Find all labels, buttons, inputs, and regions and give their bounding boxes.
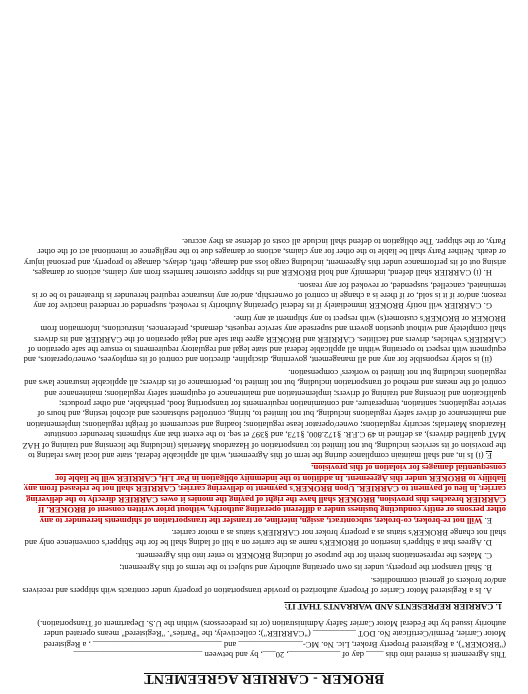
item-b: B. Shall transport the property, under its own operating authority and subject to the terms of this Agreement; [119, 563, 492, 574]
document-title: BROKER - CARRIER AGREEMENT [144, 671, 384, 686]
item-f-ii: (ii) is solely responsible for any and all management, governing, discipline, direction and control of its employees, owner/operators, and equipment with respect to operating within all applicable federal and state legal and regulatory requirements to ensure the safe operation of CARRIER's vehicles, drivers and facilities. CARRIER and BROKER agree that safe and legal operation of the CARRIER and its drivers shall completely and without question govern and supersede any service requests, demands, preferences, instructions, information from BROKER or BROKER's customer(s) with respect to any shipment at any time. [23, 313, 506, 366]
item-f [22, 367, 506, 461]
item-g: G. CARRIER will notify BROKER immediately if its federal Operating Authority is revoked, suspended or rendered inactive for any reason; and/or if it is sold, or if there is a change in control of ownership, and/or any insurance required hereunder is threatened to be or is terminated, cancelled, suspended, or revoked for any reason. [32, 280, 506, 312]
item-d: D. Agrees that a Shipper's insertion of BROKER's name as the carrier on a bill of lading shall be for the Shipper's convenience only and shall not change BROKER's status as a property broker nor CARRIER's status as a motor carrier. [24, 527, 506, 549]
item-f-text: (i) Is in, and shall maintain compliance during the term of this Agreement, with all applicable federal, state and local laws relating to the provision of its services including, but not limited to: transportation of Hazardous Materials (including the licensing and training of HAZ MAT qualified drivers), as defined in 49 C.F.R. §172.800, §173, and §397 et seq. to the extent that any shipments hereunder constitute Hazardous Materials; security regulations; owner/operator lease regulations; loading and securement of freight regulations; implementation and maintenance of driver safety regulations including, but not limited to, hiring, controlled substances and alcohol testing, and hours of service regulations; sanitation, temperature, and contamination requirements for transporting food, perishable, and other products; qualification and licensing and training of drivers; implementation and maintenance of equipment safety regulations; maintenance and control of the means and method of transportation including, but not limited to, performance of its drivers; all applicable insurance laws and regulations including but not limited to workers' compensation. [22, 367, 506, 462]
item-h: H. (i) CARRIER shall defend, indemnify and hold BROKER and its shipper customer harmless from any claims, actions or damages, arising out of its performance under this Agreement, including cargo loss and damage, theft, delays, damage to property, and personal injury or death. Neither Party shall be liable to the other for any claims, actions or damages due to the negligence or intentional act of the other Party, or the shipper. The obligation to defend shall include all costs of defense as they accrue. [23, 236, 506, 279]
item-e-label: E. [482, 515, 492, 526]
item-e-text: Will not re-broker, co-broker, subcontract, assign, interline, or transfer the transportation of shipments hereunder to any other persons or entity conducting business under a different operating authority, without prior written consent of BROKER. If CARRIER breaches this provision, BROKER shall have the right of paying the monies it owes CARRIER directly to the delivering carrier, in lieu of payment to CARRIER. Upon BROKER's payment to delivering carrier, CARRIER shall not be released from any liability to BROKER under this Agreement. In addition to the indemnity obligation in Par 1.H, CARRIER will be liable for consequential damages for violation of this provision. [23, 463, 506, 526]
item-e [22, 463, 506, 525]
section-1-heading: 1. CARRIER REPRESENTS AND WARRANTS THAT IT: [284, 602, 502, 613]
item-c: C. Makes the representations herein for the purpose of inducing BROKER to enter into this Agreement. [135, 550, 492, 561]
item-a: A. Is a Registered Motor Carrier of Property authorized to provide transportation of property under contracts with shippers and receivers and/or brokers of general commodities. [22, 575, 506, 596]
intro-paragraph: This Agreement is entered into this ____ day of ____________, 20___, by and between ______________________________ ("BROKER"), a Registered Property Broker, Lic. No. MC-_______________ and ______________________________ , a Registered Motor Carrier, Permit/Certificate No. DOT __________ ("CARRIER"); collectively, the "Parties". "Registered" means operated under authority issued by the Federal Motor Carrier Safety Administration (or its predecessors) within the U.S. Department of Transportation.) [37, 618, 506, 660]
item-f-label: F. [485, 451, 492, 462]
